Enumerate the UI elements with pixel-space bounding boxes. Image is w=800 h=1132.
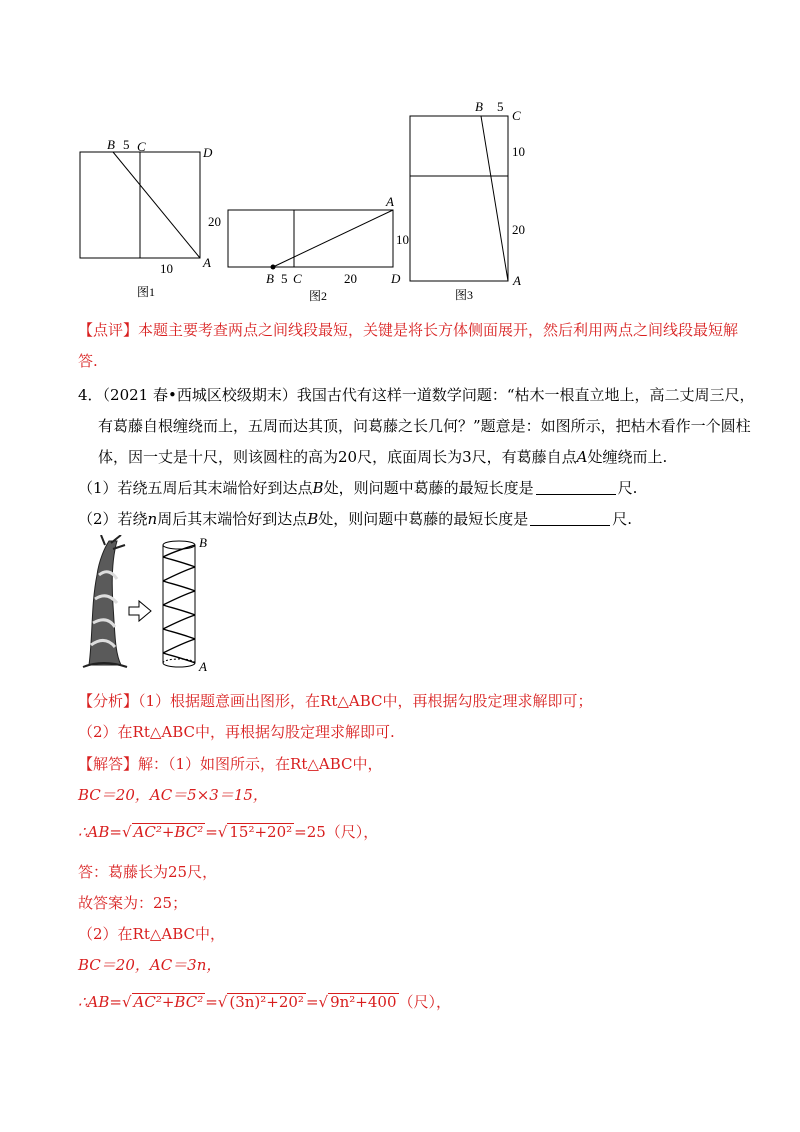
q2-text-b: 周后其末端恰好到达点 [157, 510, 308, 528]
q2-unit: 尺. [612, 510, 633, 528]
problem-text-2: 有葛藤自根缠绕而上，五周而达其顶，问葛藤之长几何？”题意是：如图所示，把枯木看作一个圆柱 [98, 417, 751, 435]
fig2-label-c: C [293, 271, 302, 286]
eq1-equals: = [205, 823, 218, 841]
q2-answer-blank[interactable] [530, 511, 610, 526]
eq1-radicand-2: 15²+20² [229, 823, 293, 841]
equation-2 [78, 992, 451, 1012]
q2-text-a: （2）若绕 [78, 510, 148, 528]
problem-source: （2021 春•西城区校级期末） [102, 386, 297, 404]
fig1-label-c: C [137, 139, 146, 154]
analysis-tag: 【分析】 [78, 692, 139, 710]
comment-text-1: 本题主要考查两点之间线段最短，关键是将长方体侧面展开，然后利用两点之间线段最短解 [138, 321, 739, 339]
sqrt-sign-icon: √ [318, 993, 329, 1011]
answer-tag: 【解答】 [78, 755, 139, 773]
fig2-label-20-bottom: 20 [344, 271, 357, 286]
figure-1 [80, 137, 213, 299]
problem-line-3 [98, 447, 667, 467]
sqrt-sign-icon: √ [217, 993, 228, 1011]
answer-text-5: 故答案为：25； [78, 894, 188, 912]
tree-trunk-image [83, 535, 127, 667]
fig3-label-20: 20 [512, 222, 525, 237]
fig3-rectangle [410, 116, 508, 281]
question-1 [78, 478, 637, 498]
fig2-rectangle [228, 210, 393, 267]
fig1-label-b: B [107, 137, 115, 152]
sqrt-sign-icon: √ [217, 823, 228, 841]
figures-row [0, 95, 800, 310]
answer-line-1 [78, 754, 383, 774]
q2-text-c: 处，则问题中葛藤的最短长度是 [318, 510, 529, 528]
q2-point-b: B [307, 510, 319, 528]
eq2-radicand-3: 9n²+400 [330, 993, 397, 1011]
fig3-label-5: 5 [497, 99, 504, 114]
answer-text-1: 解：（1）如图所示，在Rt△ABC中， [138, 755, 383, 773]
fig2-label-a: A [386, 194, 394, 209]
fig2-label-10: 10 [396, 232, 409, 247]
tree-cylinder-illustration [75, 535, 215, 675]
fig1-label-d: D [203, 145, 213, 160]
analysis-text-2: （2）在Rt△ABC中，再根据勾股定理求解即可. [78, 723, 395, 741]
answer-text-6: （2）在Rt△ABC中， [78, 925, 226, 943]
question-2 [78, 509, 632, 529]
q1-unit: 尺. [617, 479, 638, 497]
fig2-label-5: 5 [281, 271, 288, 286]
fig1-path-line [113, 152, 200, 258]
arrow-right-icon [129, 601, 151, 621]
fig2-caption: 图2 [309, 289, 328, 303]
eq2-radicand-1: AC²+BC² [133, 993, 204, 1011]
q2-variable-n: n [147, 510, 158, 528]
q1-point-b: B [312, 479, 324, 497]
fig1-label-5: 5 [123, 137, 130, 152]
illus-label-a: A [199, 659, 207, 674]
eq2-result: （尺）， [398, 993, 452, 1011]
analysis-text-1: （1）根据题意画出图形，在Rt△ABC中，再根据勾股定理求解即可； [138, 692, 593, 710]
fig2-label-b: B [266, 271, 274, 286]
fig2-point-b [271, 265, 276, 270]
q1-answer-blank[interactable] [536, 480, 616, 495]
eq2-equals-2: = [305, 993, 319, 1011]
fig3-path-line [481, 116, 508, 281]
sqrt-sign-icon: √ [121, 823, 132, 841]
fig2-label-20-left: 20 [208, 214, 221, 229]
comment-tag: 【点评】 [78, 321, 139, 339]
figure-3 [410, 99, 525, 302]
eq2-radicand-2: (3n)²+20² [229, 993, 304, 1011]
problem-line-1 [78, 385, 755, 405]
answer-text-7: BC＝20，AC＝3n， [78, 956, 222, 974]
analysis-line-1 [78, 691, 593, 711]
equation-1 [78, 822, 378, 842]
fig3-label-a: A [513, 273, 521, 288]
eq2-equals-1: = [205, 993, 218, 1011]
fig2-path-line [273, 210, 393, 267]
cylinder-diagram [163, 541, 195, 667]
fig1-caption: 图1 [137, 285, 156, 299]
figure-2 [208, 194, 409, 303]
fig1-label-10: 10 [160, 261, 173, 276]
point-a-ref: A [576, 448, 588, 466]
q1-text-b: 处，则问题中葛藤的最短长度是 [323, 479, 534, 497]
illus-label-b: B [199, 535, 207, 550]
fig2-label-d: D [391, 271, 401, 286]
fig3-label-b: B [475, 99, 483, 114]
eq1-result: =25（尺）， [294, 823, 379, 841]
problem-text-1: 我国古代有这样一道数学问题：“枯木一根直立地上，高二丈周三尺， [296, 386, 755, 404]
sqrt-sign-icon: √ [121, 993, 132, 1011]
eq1-prefix: ∴AB= [78, 823, 122, 841]
fig3-label-10: 10 [512, 144, 525, 159]
problem-text-3b: 处缠绕而上. [587, 448, 668, 466]
answer-text-2: BC＝20，AC＝5×3＝15， [78, 786, 268, 804]
eq2-prefix: ∴AB= [78, 993, 122, 1011]
problem-number: 4． [78, 386, 103, 404]
comment-text-2: 答. [78, 352, 98, 370]
eq1-radicand-1: AC²+BC² [133, 823, 204, 841]
q1-text-a: （1）若绕五周后其末端恰好到达点 [78, 479, 313, 497]
problem-text-3a: 体，因一丈是十尺，则该圆柱的高为20尺，底面周长为3尺，有葛藤自点 [98, 448, 577, 466]
fig3-label-c: C [512, 108, 521, 123]
comment-line-1 [78, 320, 738, 340]
answer-text-4: 答：葛藤长为25尺， [78, 863, 218, 881]
fig3-caption: 图3 [455, 288, 474, 302]
fig1-label-a: A [203, 255, 211, 270]
